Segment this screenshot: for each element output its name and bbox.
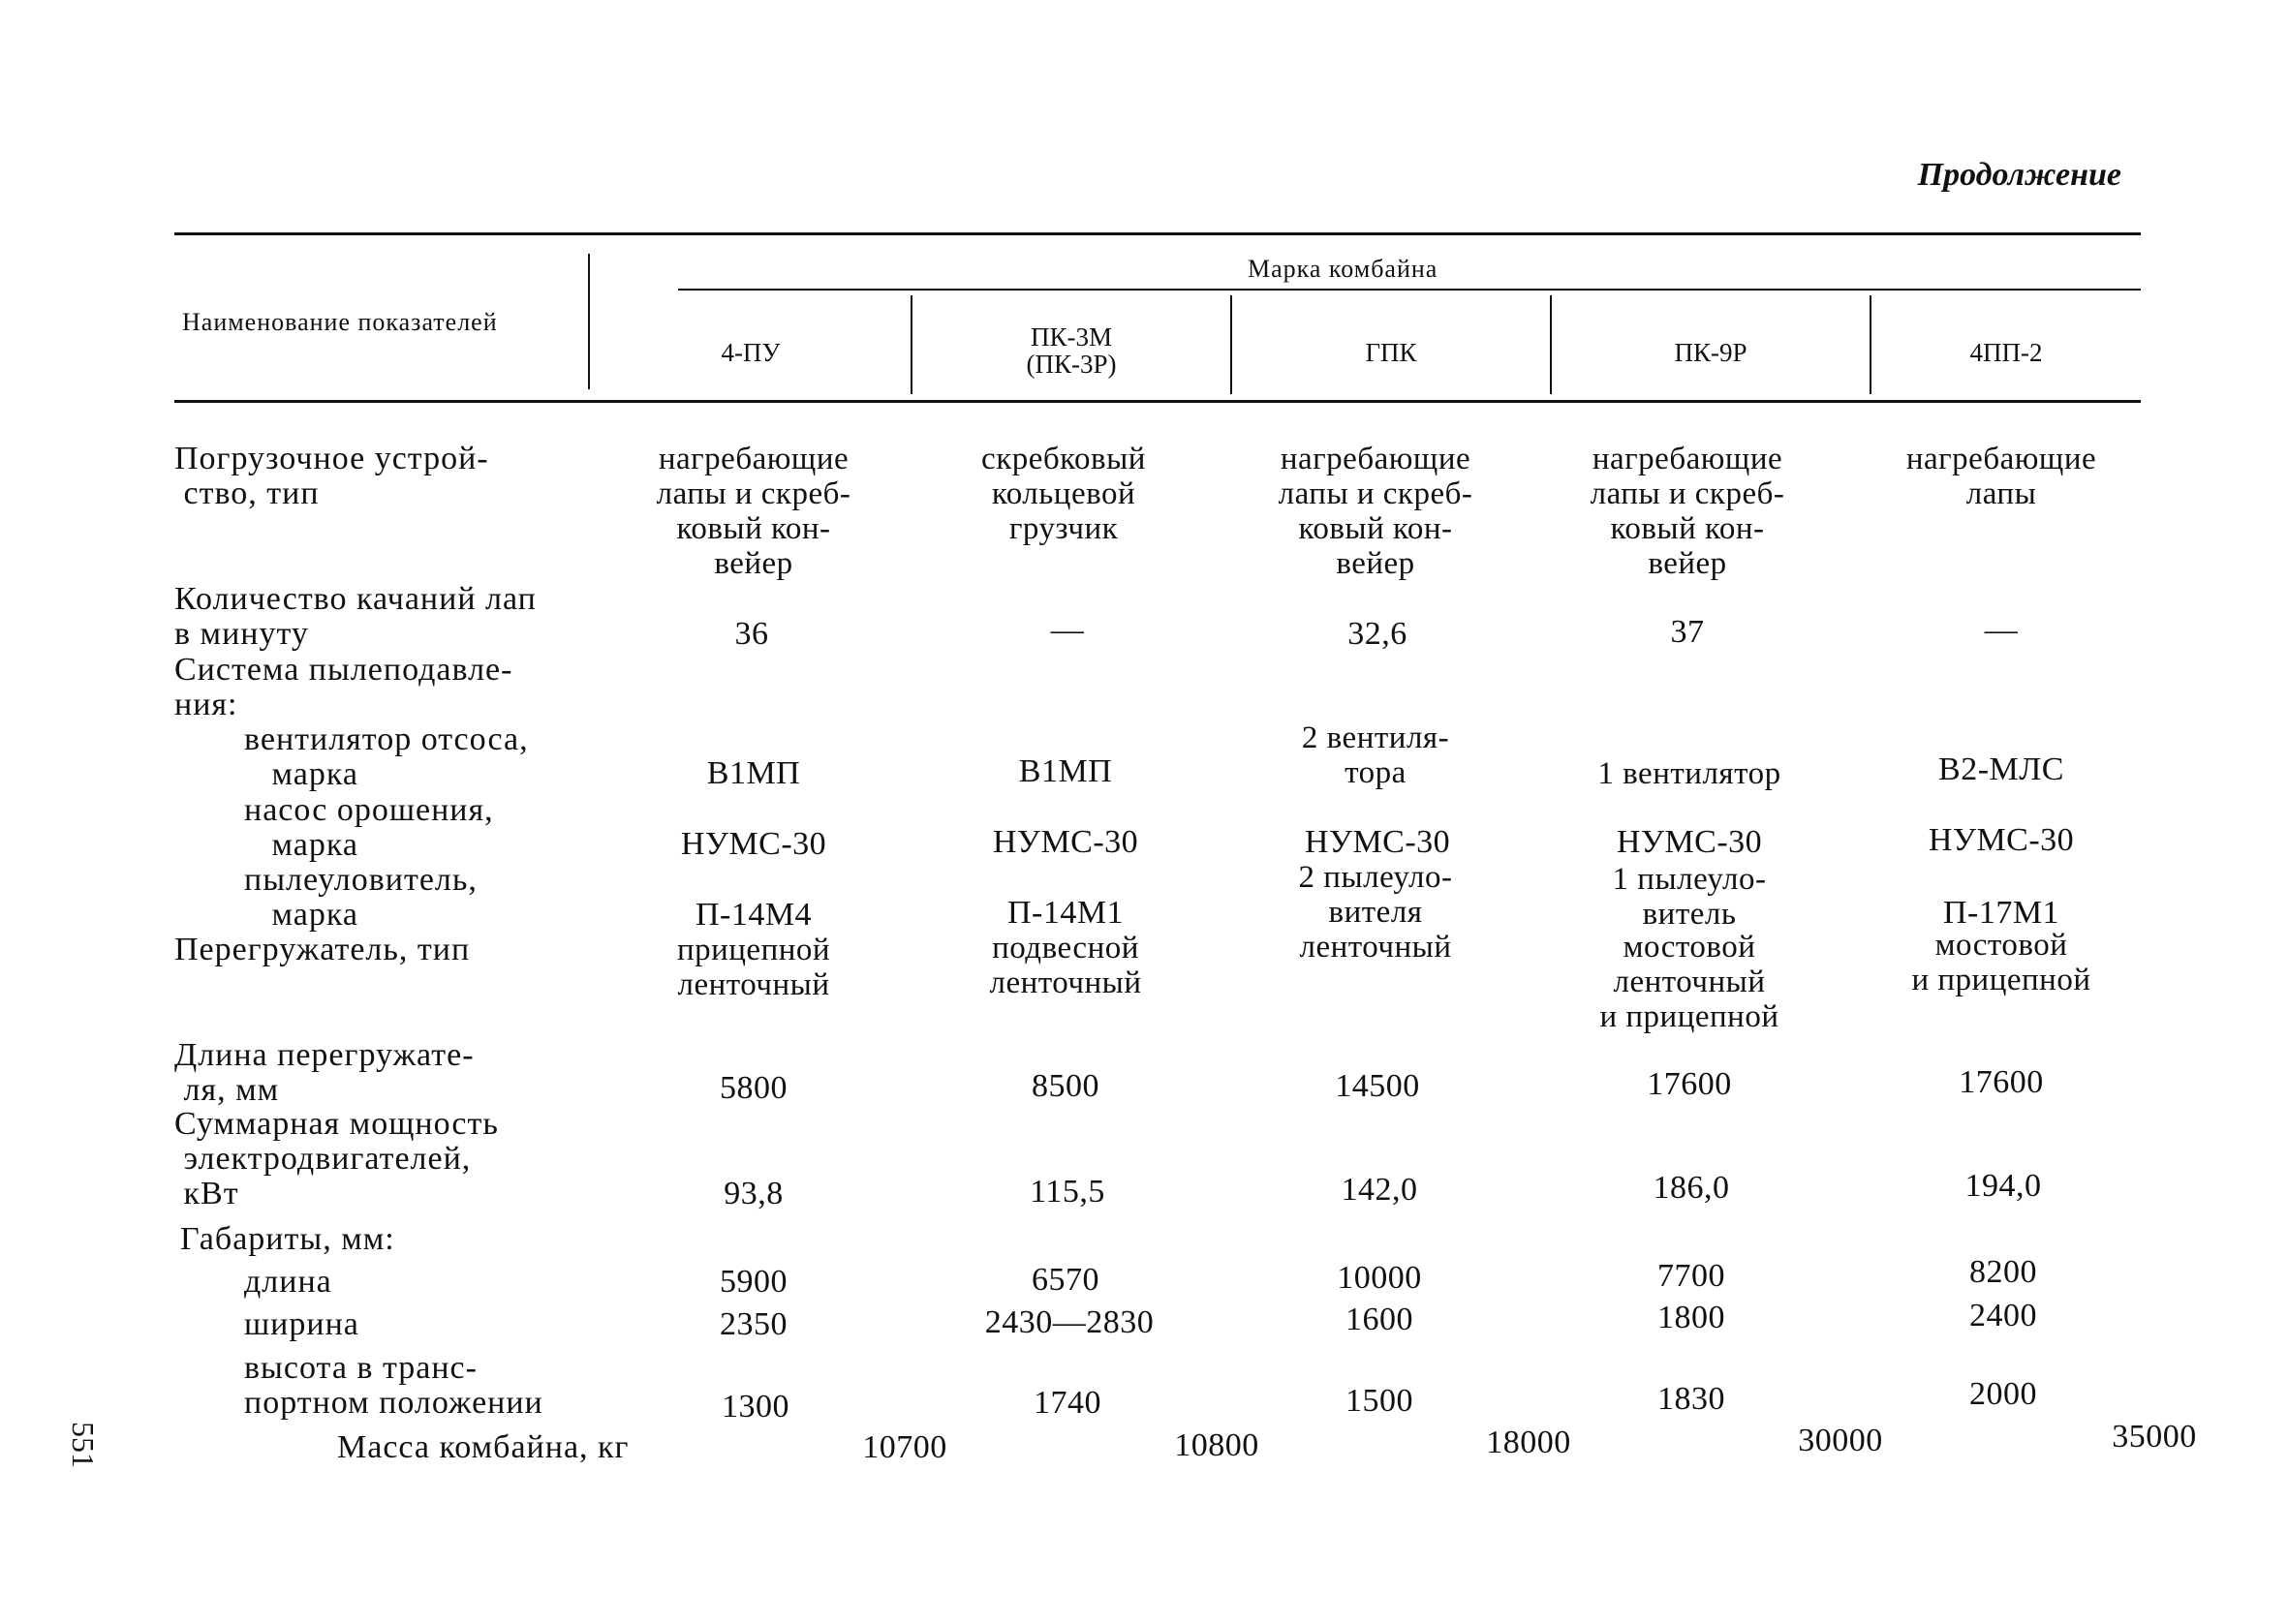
cell-swings-gpk: 32,6 <box>1347 616 1407 652</box>
cell-dust-catcher-4pp2: П-17М1 <box>1942 895 2060 931</box>
cell-height-pk3m: 1740 <box>1034 1385 1101 1421</box>
cell-height-4pp2: 2000 <box>1969 1376 2037 1412</box>
row-label-dimensions: Габариты, мм: <box>180 1221 395 1257</box>
cell-width-4pp2: 2400 <box>1969 1298 2037 1333</box>
cell-reloader-length-4pp2: 17600 <box>1959 1064 2044 1100</box>
cell-height-4pu: 1300 <box>722 1389 789 1425</box>
column-header-4pu <box>591 339 911 366</box>
cell-length-4pp2: 8200 <box>1969 1254 2037 1290</box>
row-label-width: ширина <box>244 1306 359 1342</box>
cell-reloader-4pu: прицепной ленточный <box>676 933 831 1002</box>
row-label-reloader: Перегружатель, тип <box>174 932 471 967</box>
cell-height-gpk: 1500 <box>1345 1383 1413 1419</box>
cell-loader-pk3m: скребковый кольцевой грузчик <box>981 442 1146 546</box>
cell-dust-catcher-4pu: П-14М4 <box>695 897 813 933</box>
row-label-reloader-length: Длина перегружате- ля, мм <box>174 1037 475 1108</box>
cell-reloader-pk3m: подвесной ленточный <box>989 931 1142 1000</box>
cell-width-pk9r: 1800 <box>1657 1300 1725 1335</box>
cell-fan-pk3m: В1МП <box>1018 753 1113 789</box>
cell-pump-4pu: НУМС-30 <box>680 826 827 862</box>
cell-mass-4pu: 10700 <box>862 1429 947 1465</box>
cell-loader-4pu: нагребающие лапы и скреб- ковый кон- вейер <box>656 442 851 581</box>
cell-pump-gpk: НУМС-30 <box>1304 824 1451 860</box>
row-label-loader: Погрузочное устрой- ство, тип <box>174 441 489 511</box>
cell-loader-4pp2: нагребающие лапы <box>1905 442 2097 511</box>
cell-dust-catcher-pk9r: 1 пылеуло- витель <box>1612 862 1767 932</box>
cell-fan-gpk: 2 вентиля- тора <box>1301 720 1450 790</box>
continuation-label: Продолжение <box>1917 157 2121 193</box>
cell-fan-pk9r: 1 вентилятор <box>1597 756 1781 791</box>
cell-reloader-4pp2: мостовой и прицепной <box>1911 928 2091 997</box>
cell-mass-pk9r: 30000 <box>1798 1423 1883 1458</box>
cell-reloader-length-pk9r: 17600 <box>1647 1066 1732 1102</box>
cell-loader-pk9r: нагребающие лапы и скреб- ковый кон- вейер <box>1590 442 1785 581</box>
cell-pump-pk3m: НУМС-30 <box>992 824 1139 860</box>
cell-length-4pu: 5900 <box>720 1264 788 1300</box>
column-header-label: 4-ПУ <box>721 338 781 367</box>
cell-fan-4pu: В1МП <box>706 755 801 791</box>
cell-length-gpk: 10000 <box>1337 1260 1422 1296</box>
column-header-pk3m <box>912 323 1230 378</box>
cell-swings-pk9r: 37 <box>1670 614 1705 650</box>
cell-mass-gpk: 18000 <box>1486 1425 1571 1460</box>
cell-power-pk9r: 186,0 <box>1653 1170 1730 1206</box>
cell-power-pk3m: 115,5 <box>1030 1174 1105 1210</box>
cell-swings-4pp2: — <box>1984 612 2019 648</box>
header-bottom-rule <box>174 400 2141 403</box>
cell-reloader-length-pk3m: 8500 <box>1032 1068 1099 1104</box>
cell-reloader-length-4pu: 5800 <box>720 1070 788 1106</box>
cell-width-4pu: 2350 <box>720 1306 788 1342</box>
param-column-header: Наименование показателей <box>182 308 498 336</box>
cell-reloader-pk9r: мостовой ленточный и прицепной <box>1599 930 1779 1034</box>
column-header-pk9r <box>1552 339 1870 366</box>
row-label-dust-system: Система пылеподавле- ния: <box>174 652 513 722</box>
row-label-length: длина <box>244 1264 332 1300</box>
row-label-swings: Количество качаний лап в минуту <box>174 581 537 652</box>
cell-fan-4pp2: В2-МЛС <box>1938 751 2064 787</box>
header-top-rule <box>174 232 2141 235</box>
cell-power-4pu: 93,8 <box>724 1176 784 1211</box>
cell-dust-catcher-gpk: 2 пылеуло- вителя <box>1298 860 1453 930</box>
cell-dust-catcher-pk3m: П-14М1 <box>1006 895 1125 931</box>
group-title-rule <box>678 289 2141 291</box>
column-header-4pp2 <box>1871 339 2141 366</box>
page-number: 551 <box>66 1422 101 1468</box>
row-label-pump: насос орошения, марка <box>244 792 494 863</box>
cell-power-4pp2: 194,0 <box>1964 1168 2042 1204</box>
cell-reloader-gpk: ленточный <box>1299 930 1452 965</box>
row-label-dust-catcher: пылеуловитель, марка <box>244 862 478 933</box>
row-label-power: Суммарная мощность электродвигателей, кВт <box>174 1106 499 1211</box>
cell-pump-pk9r: НУМС-30 <box>1616 824 1763 860</box>
cell-length-pk9r: 7700 <box>1657 1258 1725 1294</box>
group-title: Марка комбайна <box>1248 255 1438 283</box>
column-header-label: ГПК <box>1365 338 1417 367</box>
column-header-label: 4ПП-2 <box>1969 338 2043 367</box>
cell-swings-4pu: 36 <box>734 616 769 652</box>
cell-width-gpk: 1600 <box>1345 1302 1413 1337</box>
column-header-label: ПК-3М (ПК-3Р) <box>1026 322 1117 379</box>
cell-height-pk9r: 1830 <box>1657 1381 1725 1417</box>
row-label-mass: Масса комбайна, кг <box>337 1429 630 1465</box>
column-header-label: ПК-9Р <box>1674 338 1747 367</box>
cell-width-pk3m: 2430—2830 <box>984 1304 1155 1340</box>
cell-loader-gpk: нагребающие лапы и скреб- ковый кон- вейер <box>1278 442 1473 581</box>
cell-reloader-length-gpk: 14500 <box>1335 1068 1420 1104</box>
row-label-fan: вентилятор отсоса, марка <box>244 721 529 792</box>
column-header-gpk <box>1232 339 1550 366</box>
cell-mass-4pp2: 35000 <box>2112 1419 2197 1455</box>
cell-power-gpk: 142,0 <box>1341 1172 1418 1208</box>
cell-mass-pk3m: 10800 <box>1174 1427 1259 1463</box>
header-divider-param <box>588 254 590 389</box>
row-label-height: высота в транс- портном положении <box>244 1350 543 1421</box>
cell-pump-4pp2: НУМС-30 <box>1928 822 2075 858</box>
cell-swings-pk3m: — <box>1050 612 1085 648</box>
cell-length-pk3m: 6570 <box>1032 1262 1099 1298</box>
